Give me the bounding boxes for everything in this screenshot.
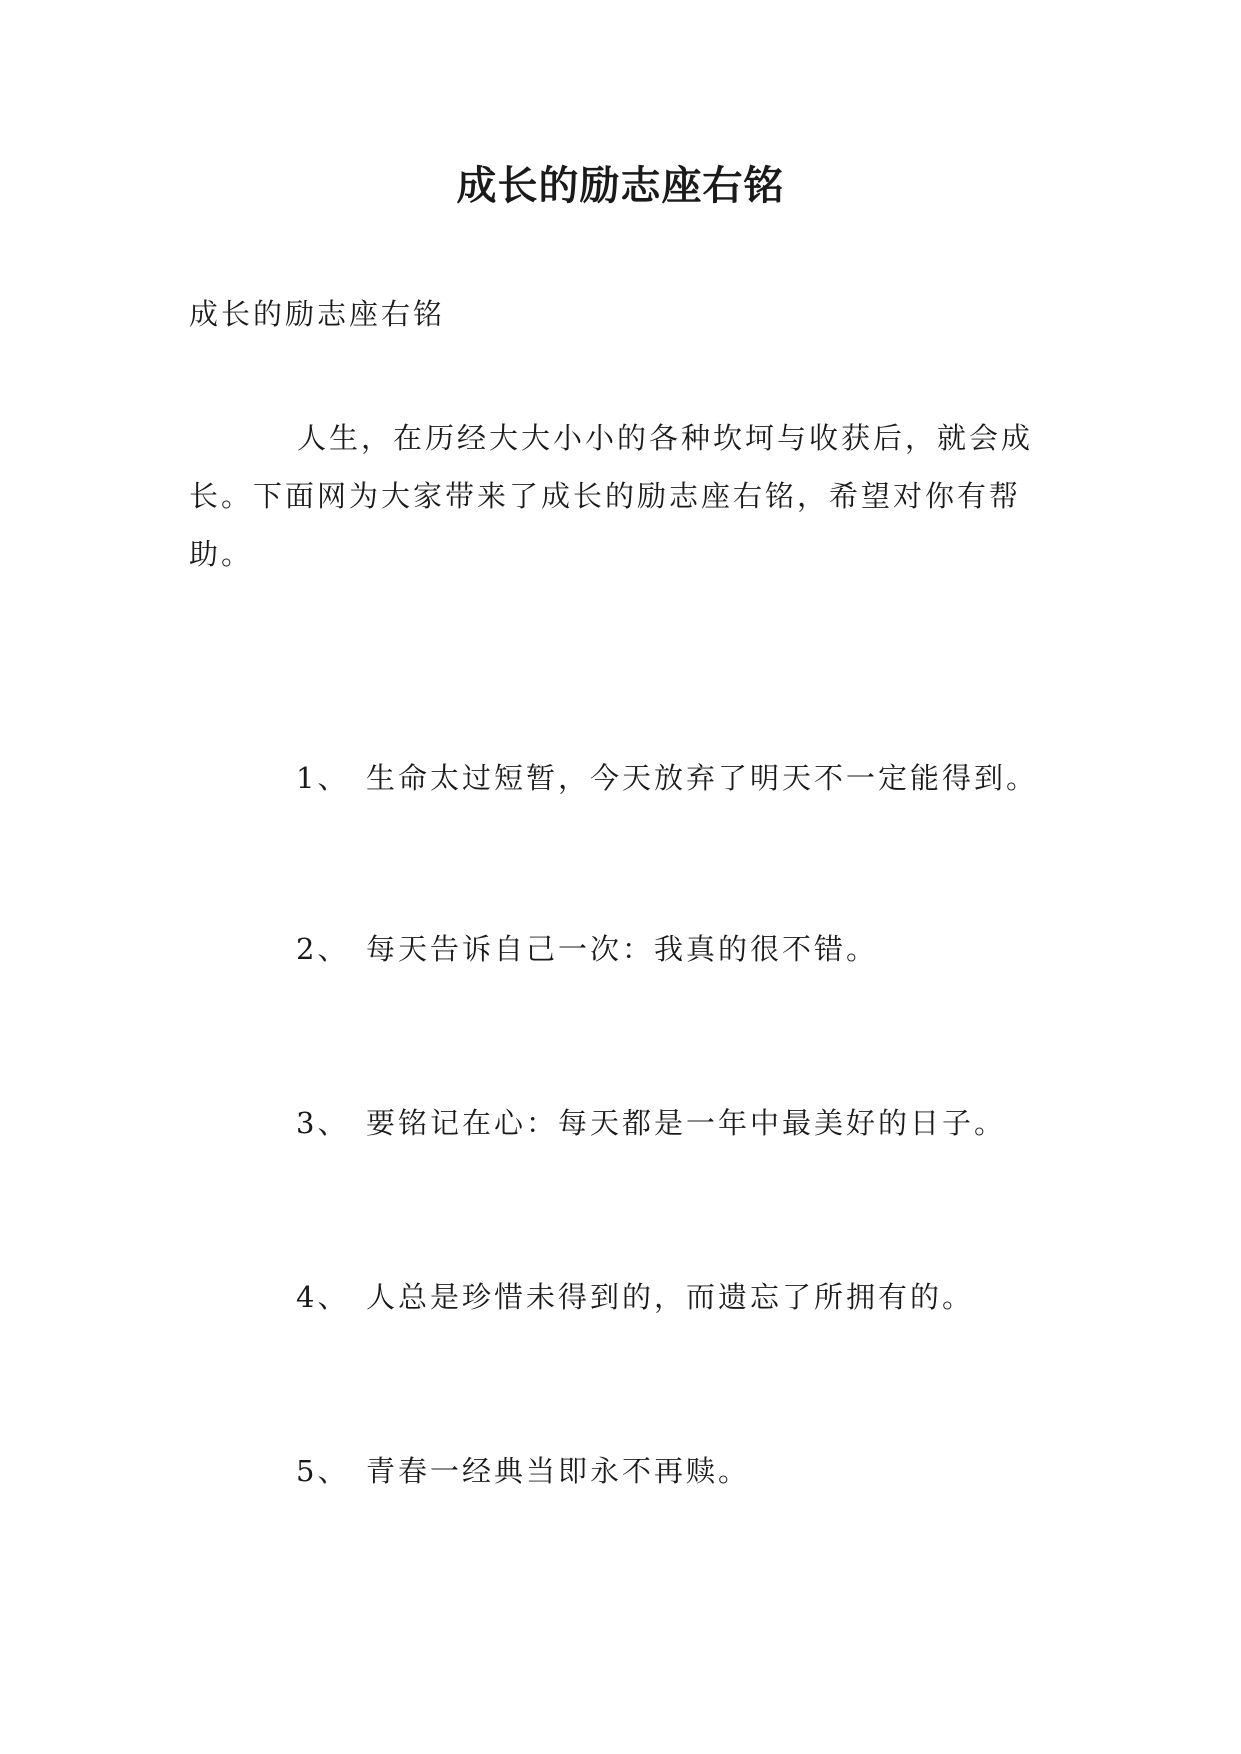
item-number: 3、 (296, 1106, 350, 1140)
item-text: 青春一经典当即永不再赎。 (366, 1454, 751, 1488)
list-item (296, 929, 878, 969)
list-item (296, 1277, 974, 1317)
item-text: 人总是珍惜未得到的，而遗忘了所拥有的。 (366, 1280, 975, 1314)
intro-paragraph: 人生，在历经大大小小的各种坎坷与收获后，就会成长。下面网为大家带来了成长的励志座右铭，希望对你有帮助。 (189, 421, 1034, 571)
item-text: 每天告诉自己一次：我真的很不错。 (366, 932, 879, 966)
document-subtitle: 成长的励志座右铭 (189, 297, 446, 331)
item-number: 1、 (296, 761, 350, 795)
item-text: 生命太过短暂，今天放弃了明天不一定能得到。 (366, 761, 1039, 795)
item-text: 要铭记在心：每天都是一年中最美好的日子。 (366, 1106, 1007, 1140)
item-number: 2、 (296, 932, 350, 966)
list-item (296, 758, 1038, 798)
item-number: 5、 (296, 1454, 350, 1488)
list-item (296, 1103, 1006, 1143)
item-number: 4、 (296, 1280, 350, 1314)
list-item (296, 1451, 750, 1491)
document-title: 成长的励志座右铭 (456, 162, 785, 209)
